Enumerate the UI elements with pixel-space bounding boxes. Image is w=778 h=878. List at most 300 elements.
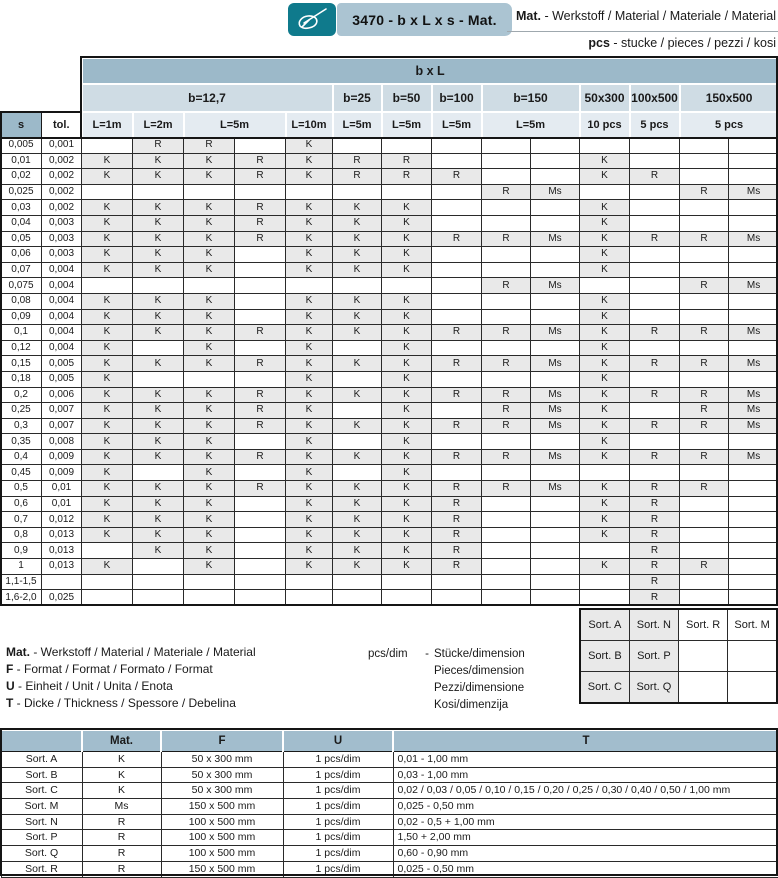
tolerance-value: 0,004 — [42, 340, 82, 356]
material-grade-cell — [482, 543, 531, 559]
format-value: 100 x 500 mm — [161, 830, 283, 846]
material-grade-cell: K — [382, 247, 432, 263]
material-grade-cell: R — [630, 356, 680, 372]
material-grade-cell: K — [286, 449, 333, 465]
pcs-dim-dash: - — [420, 646, 434, 714]
material-grade-cell — [432, 153, 482, 169]
material-grade-cell: Ms — [531, 449, 580, 465]
availability-row — [1, 387, 778, 403]
thickness-value: 0,4 — [1, 449, 42, 465]
material-grade-cell — [432, 590, 482, 606]
pcs-dim-line: Kosi/dimenzija — [434, 697, 525, 714]
material-grade-cell — [531, 559, 580, 575]
thickness-value: 0,15 — [1, 356, 42, 372]
availability-row — [1, 512, 778, 528]
material-grade-cell: R — [680, 449, 729, 465]
material-grade-cell — [531, 590, 580, 606]
availability-row — [1, 278, 778, 294]
material-grade-cell — [184, 574, 235, 590]
material-grade-cell: R — [680, 387, 729, 403]
material-grade-cell: K — [82, 418, 133, 434]
material-grade-cell: K — [133, 247, 184, 263]
material-grade-cell: K — [333, 559, 382, 575]
sub-column-header: L=5m — [432, 112, 482, 138]
material-grade-cell: K — [82, 309, 133, 325]
main-table-title: b x L — [82, 58, 778, 84]
material-grade-cell — [235, 496, 286, 512]
material-grade-cell — [531, 153, 580, 169]
material-grade-cell — [82, 278, 133, 294]
tolerance-value: 0,013 — [42, 559, 82, 575]
material-grade-cell: K — [184, 449, 235, 465]
material-grade-cell: K — [286, 231, 333, 247]
tolerance-value: 0,009 — [42, 465, 82, 481]
material-grade-cell: Ms — [729, 449, 778, 465]
thickness-value: 1,6-2,0 — [1, 590, 42, 606]
material-grade-cell: Ms — [729, 387, 778, 403]
material-grade-cell: R — [630, 449, 680, 465]
material-grade-cell — [729, 215, 778, 231]
material-grade-cell: K — [580, 496, 630, 512]
spec-row — [1, 752, 778, 768]
material-grade-cell: K — [286, 262, 333, 278]
material-grade-cell: K — [382, 465, 432, 481]
material-grade-cell: R — [432, 559, 482, 575]
spec-column-header: F — [161, 730, 283, 752]
thickness-value: 0,05 — [1, 231, 42, 247]
thickness-value: 0,02 — [1, 169, 42, 185]
sort-grid-cell — [728, 672, 777, 704]
material-grade-cell — [531, 262, 580, 278]
material-grade-cell: K — [382, 512, 432, 528]
material-grade-cell — [680, 512, 729, 528]
tolerance-value: 0,002 — [42, 169, 82, 185]
material-grade-cell — [630, 465, 680, 481]
tolerance-value: 0,004 — [42, 325, 82, 341]
material-grade-cell: K — [382, 309, 432, 325]
material-grade-cell: Ms — [729, 184, 778, 200]
material-grade-cell — [482, 169, 531, 185]
pcs-dim-line: Pieces/dimension — [434, 663, 525, 680]
material-grade-cell — [432, 465, 482, 481]
material-grade-cell: K — [333, 418, 382, 434]
material-grade-cell — [432, 138, 482, 154]
tolerance-value: 0,01 — [42, 496, 82, 512]
material-grade-cell: K — [82, 512, 133, 528]
material-grade-cell — [482, 309, 531, 325]
thickness-range: 0,025 - 0,50 mm — [393, 861, 778, 877]
column-group-header: 150x500 — [680, 84, 778, 112]
column-group-header: b=150 — [482, 84, 580, 112]
material-grade-cell — [184, 278, 235, 294]
material-grade-cell — [382, 590, 432, 606]
material-grade-cell — [580, 184, 630, 200]
unit-value: 1 pcs/dim — [283, 861, 393, 877]
tolerance-value: 0,002 — [42, 184, 82, 200]
spec-table-body — [1, 752, 778, 878]
material-grade-cell: K — [580, 215, 630, 231]
material-grade-cell — [531, 434, 580, 450]
material-grade-cell — [333, 403, 382, 419]
spec-row — [1, 814, 778, 830]
spec-row — [1, 861, 778, 877]
material-grade-cell: R — [482, 403, 531, 419]
material-grade-cell: R — [630, 574, 680, 590]
material-grade-cell: R — [432, 449, 482, 465]
material-grade-cell: R — [432, 418, 482, 434]
material-grade-cell — [235, 293, 286, 309]
material-grade-cell — [680, 153, 729, 169]
material-grade-cell: K — [580, 527, 630, 543]
material-grade-cell — [531, 371, 580, 387]
material-grade-cell: K — [82, 496, 133, 512]
unit-value: 1 pcs/dim — [283, 799, 393, 815]
material-grade-cell: K — [286, 356, 333, 372]
tolerance-value: 0,004 — [42, 262, 82, 278]
material-grade-cell: R — [235, 387, 286, 403]
thickness-value: 0,075 — [1, 278, 42, 294]
sort-grid-cell — [728, 641, 777, 672]
thickness-range: 0,025 - 0,50 mm — [393, 799, 778, 815]
sort-name: Sort. R — [1, 861, 82, 877]
tolerance-value: 0,005 — [42, 356, 82, 372]
tolerance-value: 0,003 — [42, 215, 82, 231]
material-grade-cell: K — [382, 293, 432, 309]
unit-value: 1 pcs/dim — [283, 846, 393, 862]
material-grade-cell — [729, 543, 778, 559]
material-grade-cell — [235, 138, 286, 154]
thickness-value: 0,7 — [1, 512, 42, 528]
tolerance-value: 0,003 — [42, 231, 82, 247]
material-grade-cell: R — [235, 325, 286, 341]
material-grade-cell: Ms — [729, 278, 778, 294]
sort-grid-row — [580, 641, 777, 672]
material-grade-cell — [680, 543, 729, 559]
material-grade-cell: K — [184, 153, 235, 169]
material-grade-cell: Ms — [531, 325, 580, 341]
material-grade-cell: K — [184, 418, 235, 434]
thickness-value: 0,2 — [1, 387, 42, 403]
material-grade-cell: K — [382, 262, 432, 278]
material-grade-cell: K — [286, 153, 333, 169]
material-grade-cell: K — [82, 153, 133, 169]
material-grade-cell: K — [133, 434, 184, 450]
sort-name: Sort. A — [1, 752, 82, 768]
material-grade-cell: R — [432, 387, 482, 403]
material-grade-cell: R — [432, 481, 482, 497]
material-grade-cell: R — [432, 527, 482, 543]
material-grade-cell — [432, 340, 482, 356]
thickness-value: 1 — [1, 559, 42, 575]
availability-row — [1, 590, 778, 606]
material-grade-cell — [482, 340, 531, 356]
material-grade-cell — [531, 215, 580, 231]
material-grade-cell: K — [333, 449, 382, 465]
material-grade-cell: K — [382, 215, 432, 231]
material-grade-cell: K — [133, 496, 184, 512]
material-grade-cell: K — [286, 293, 333, 309]
material-grade-cell: K — [382, 496, 432, 512]
availability-row — [1, 481, 778, 497]
material-grade-cell: K — [184, 543, 235, 559]
material-grade-cell: R — [184, 138, 235, 154]
thickness-value: 0,9 — [1, 543, 42, 559]
material-grade-cell — [580, 543, 630, 559]
material-grade-cell — [133, 184, 184, 200]
format-value: 50 x 300 mm — [161, 783, 283, 799]
material-grade-cell: R — [630, 231, 680, 247]
material-grade-cell: K — [82, 527, 133, 543]
material-grade-cell: K — [333, 481, 382, 497]
material-grade-cell: K — [286, 200, 333, 216]
pcs-abbrev-note: pcs - stucke / pieces / pezzi / kosi — [588, 36, 776, 50]
tolerance-value: 0,005 — [42, 371, 82, 387]
thickness-value: 0,5 — [1, 481, 42, 497]
thickness-value: 0,25 — [1, 403, 42, 419]
spec-row — [1, 767, 778, 783]
availability-row — [1, 496, 778, 512]
material-grade-cell: K — [82, 293, 133, 309]
pcs-dim-lines — [434, 646, 525, 714]
sort-name: Sort. P — [1, 830, 82, 846]
material-grade-cell — [333, 574, 382, 590]
material-grade-cell — [729, 138, 778, 154]
material-grade-cell — [729, 512, 778, 528]
column-group-header: b=25 — [333, 84, 382, 112]
material-grade-cell: K — [82, 247, 133, 263]
sort-name: Sort. B — [1, 767, 82, 783]
material-grade-cell: R — [630, 590, 680, 606]
material-grade-cell: K — [82, 449, 133, 465]
material-grade-cell: R — [630, 481, 680, 497]
material-grade-cell — [432, 403, 482, 419]
thickness-value: 0,09 — [1, 309, 42, 325]
material-grade-cell: R — [680, 481, 729, 497]
material-grade-cell: K — [382, 200, 432, 216]
material-grade-cell — [729, 200, 778, 216]
material-grade-cell: K — [133, 527, 184, 543]
material-grade-cell: R — [333, 169, 382, 185]
material-grade-cell: R — [432, 356, 482, 372]
spec-column-header: T — [393, 730, 778, 752]
material-code: R — [82, 814, 161, 830]
material-grade-cell — [630, 403, 680, 419]
material-grade-cell: Ms — [531, 356, 580, 372]
thickness-value: 0,1 — [1, 325, 42, 341]
material-grade-cell — [482, 262, 531, 278]
material-grade-cell — [680, 293, 729, 309]
material-grade-cell: K — [82, 434, 133, 450]
material-grade-cell — [680, 138, 729, 154]
material-grade-cell: K — [286, 247, 333, 263]
material-grade-cell — [432, 247, 482, 263]
thickness-value: 0,45 — [1, 465, 42, 481]
material-grade-cell: K — [382, 403, 432, 419]
spec-row — [1, 783, 778, 799]
material-grade-cell: K — [82, 387, 133, 403]
material-grade-cell: K — [184, 512, 235, 528]
material-code: K — [82, 767, 161, 783]
material-grade-cell: R — [235, 449, 286, 465]
material-grade-cell — [531, 138, 580, 154]
material-grade-cell — [580, 138, 630, 154]
material-grade-cell — [482, 512, 531, 528]
material-grade-cell: Ms — [729, 403, 778, 419]
sub-column-header: L=5m — [382, 112, 432, 138]
sort-name: Sort. Q — [1, 846, 82, 862]
material-grade-cell — [630, 138, 680, 154]
material-grade-cell — [680, 200, 729, 216]
header-divider — [507, 31, 778, 32]
material-grade-cell — [432, 262, 482, 278]
material-grade-cell: K — [286, 387, 333, 403]
material-grade-cell: R — [382, 153, 432, 169]
material-grade-cell — [729, 262, 778, 278]
availability-row — [1, 169, 778, 185]
sort-name: Sort. M — [1, 799, 82, 815]
availability-row — [1, 371, 778, 387]
material-grade-cell — [531, 527, 580, 543]
material-grade-cell: K — [133, 449, 184, 465]
material-grade-cell — [235, 340, 286, 356]
material-grade-cell: Ms — [531, 481, 580, 497]
availability-row — [1, 434, 778, 450]
material-grade-cell: K — [133, 231, 184, 247]
spec-row — [1, 799, 778, 815]
material-grade-cell — [286, 574, 333, 590]
material-grade-cell — [235, 590, 286, 606]
material-grade-cell — [235, 371, 286, 387]
material-grade-cell — [82, 138, 133, 154]
sort-grid-cell — [679, 641, 728, 672]
thickness-value: 1,1-1,5 — [1, 574, 42, 590]
material-grade-cell — [680, 465, 729, 481]
thickness-value: 0,03 — [1, 200, 42, 216]
sort-grid — [579, 608, 778, 704]
material-grade-cell: Ms — [729, 418, 778, 434]
material-grade-cell: K — [82, 200, 133, 216]
material-grade-cell — [333, 340, 382, 356]
material-grade-cell — [482, 371, 531, 387]
pcs-dim-line: Stücke/dimension — [434, 646, 525, 663]
material-grade-cell — [235, 309, 286, 325]
material-grade-cell — [729, 465, 778, 481]
material-grade-cell — [432, 371, 482, 387]
material-grade-cell: K — [133, 262, 184, 278]
material-grade-cell — [235, 574, 286, 590]
material-grade-cell: K — [184, 200, 235, 216]
material-grade-cell: K — [286, 543, 333, 559]
availability-row — [1, 465, 778, 481]
material-grade-cell: K — [580, 418, 630, 434]
availability-row — [1, 247, 778, 263]
tolerance-value: 0,006 — [42, 387, 82, 403]
material-grade-cell — [729, 481, 778, 497]
product-code-badge: 3470 - b x L x s - Mat. — [337, 3, 512, 36]
material-grade-cell: K — [82, 403, 133, 419]
material-grade-cell: R — [630, 325, 680, 341]
material-grade-cell — [432, 215, 482, 231]
thickness-value: 0,06 — [1, 247, 42, 263]
sub-column-header: 10 pcs — [580, 112, 630, 138]
material-grade-cell: R — [482, 356, 531, 372]
material-grade-cell: K — [184, 465, 235, 481]
pcs-dim-line: Pezzi/dimensione — [434, 680, 525, 697]
material-grade-cell — [630, 262, 680, 278]
dimension-availability-table — [0, 57, 778, 606]
material-grade-cell: Ms — [729, 356, 778, 372]
availability-row — [1, 184, 778, 200]
material-grade-cell — [531, 169, 580, 185]
thickness-range: 0,02 - 0,5 + 1,00 mm — [393, 814, 778, 830]
cutting-tool-icon — [295, 7, 329, 33]
material-grade-cell — [531, 340, 580, 356]
sub-column-header: L=10m — [286, 112, 333, 138]
material-grade-cell — [235, 278, 286, 294]
thickness-range: 0,01 - 1,00 mm — [393, 752, 778, 768]
material-grade-cell: R — [630, 543, 680, 559]
material-grade-cell: K — [382, 356, 432, 372]
availability-row — [1, 418, 778, 434]
material-grade-cell: K — [382, 559, 432, 575]
pcs-dim-legend — [368, 646, 525, 714]
material-grade-cell — [531, 247, 580, 263]
tolerance-value: 0,012 — [42, 512, 82, 528]
unit-value: 1 pcs/dim — [283, 783, 393, 799]
material-grade-cell — [133, 465, 184, 481]
material-grade-cell: R — [482, 481, 531, 497]
material-grade-cell: K — [133, 418, 184, 434]
material-grade-cell: K — [286, 527, 333, 543]
material-grade-cell: R — [235, 231, 286, 247]
unit-value: 1 pcs/dim — [283, 830, 393, 846]
material-grade-cell: R — [482, 325, 531, 341]
tolerance-value: 0,002 — [42, 200, 82, 216]
sort-grid-cell: Sort. Q — [629, 672, 678, 704]
material-grade-cell: K — [82, 325, 133, 341]
sub-column-header: L=1m — [82, 112, 133, 138]
material-grade-cell: R — [432, 496, 482, 512]
sort-grid-cell: Sort. C — [580, 672, 629, 704]
material-grade-cell — [580, 278, 630, 294]
material-grade-cell: K — [580, 434, 630, 450]
material-grade-cell — [580, 574, 630, 590]
material-grade-cell — [235, 184, 286, 200]
material-grade-cell: R — [235, 403, 286, 419]
material-grade-cell: K — [333, 262, 382, 278]
material-grade-cell: K — [286, 309, 333, 325]
material-grade-cell: K — [82, 340, 133, 356]
material-grade-cell: R — [235, 418, 286, 434]
material-grade-cell: K — [133, 325, 184, 341]
material-grade-cell — [680, 496, 729, 512]
material-grade-cell — [729, 434, 778, 450]
material-grade-cell: K — [184, 293, 235, 309]
thickness-column-header: s — [1, 112, 42, 138]
material-grade-cell: K — [580, 200, 630, 216]
availability-row — [1, 309, 778, 325]
material-code: R — [82, 861, 161, 877]
material-grade-cell — [531, 543, 580, 559]
availability-row — [1, 262, 778, 278]
material-grade-cell: K — [184, 262, 235, 278]
material-grade-cell: K — [82, 481, 133, 497]
material-grade-cell: K — [133, 356, 184, 372]
material-abbrev-note: Mat. - Werkstoff / Material / Materiale / Material — [516, 9, 776, 23]
material-grade-cell — [482, 590, 531, 606]
material-grade-cell: K — [580, 325, 630, 341]
spacer-cell — [1, 58, 82, 84]
